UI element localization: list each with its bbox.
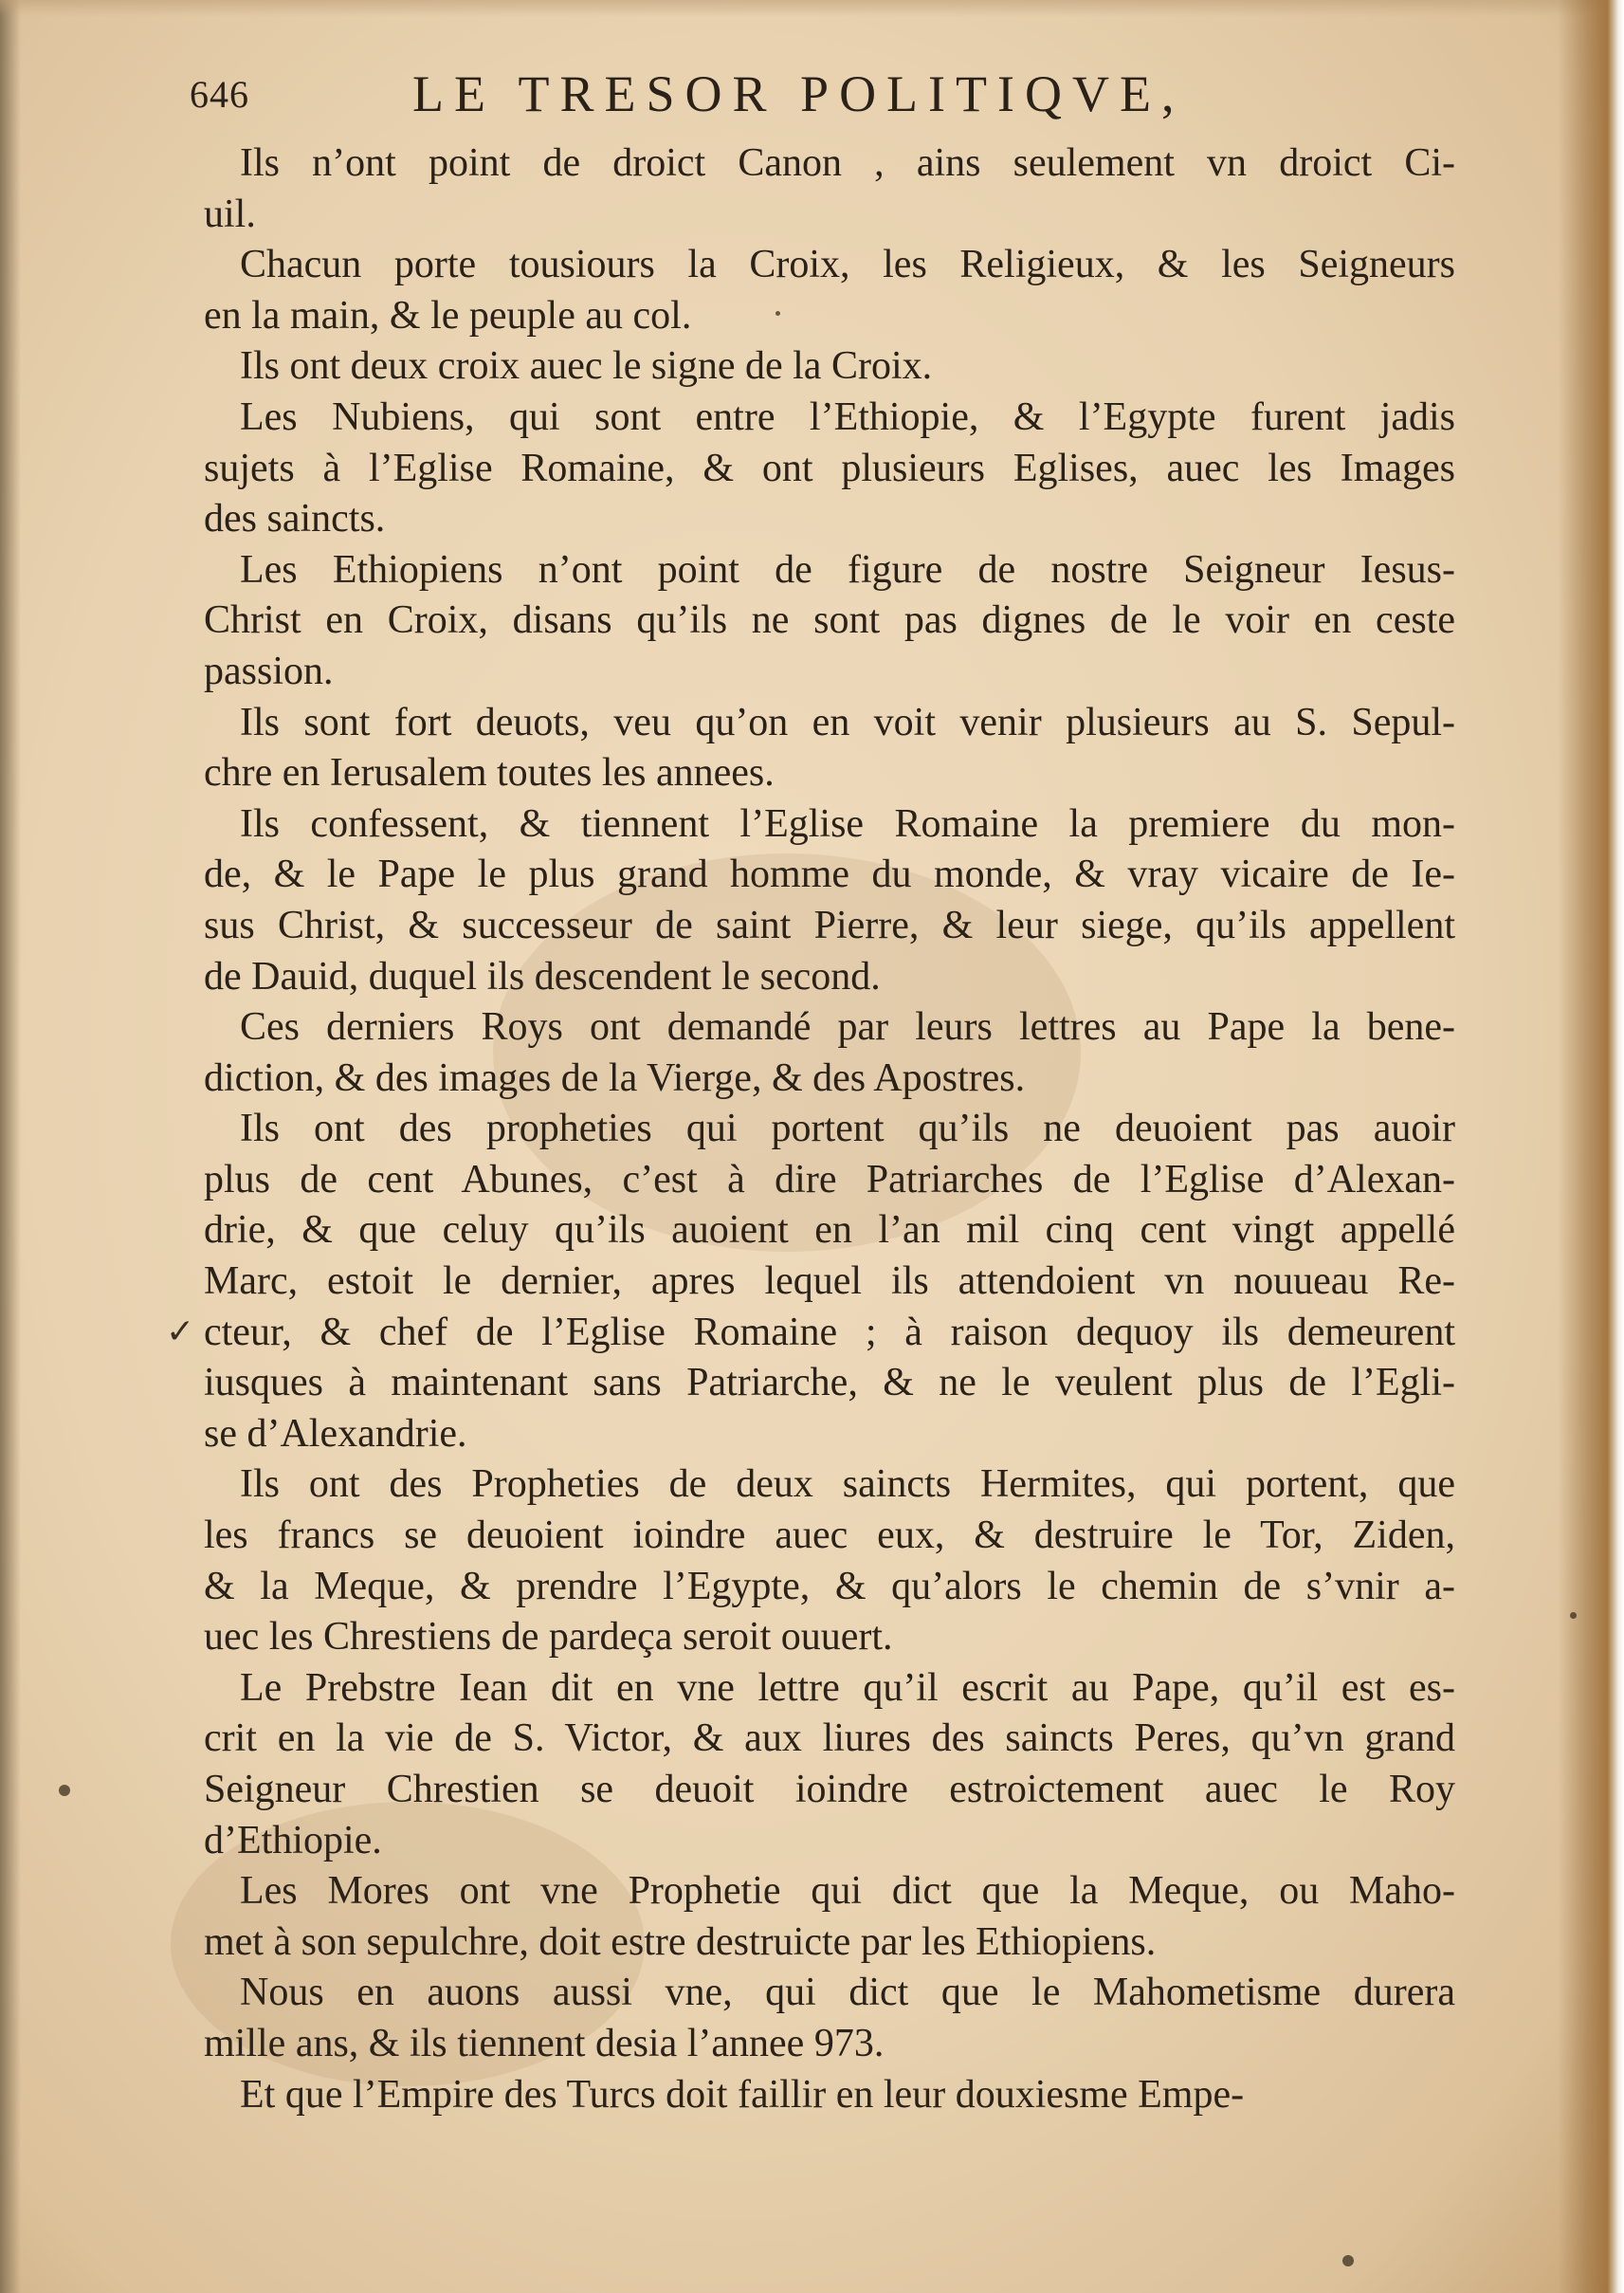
text-line: Ils sont fort deuots, veu qu’on en voit venir plusieurs au S. Sepul- bbox=[240, 700, 1455, 744]
text-line: Le Prebstre Iean dit en vne lettre qu’il escrit au Pape, qu’il est es- bbox=[240, 1665, 1455, 1710]
text-line: uil. bbox=[204, 192, 256, 236]
text-line: Les Ethiopiens n’ont point de figure de nostre Seigneur Iesus- bbox=[240, 547, 1455, 592]
ink-spot bbox=[776, 311, 780, 316]
text-line: Les Nubiens, qui sont entre l’Ethiopie, & l’Egypte furent jadis bbox=[240, 394, 1455, 439]
text-line: drie, & que celuy qu’ils auoient en l’an mil cinq cent vingt appellé bbox=[204, 1208, 1455, 1253]
text-line: Christ en Croix, disans qu’ils ne sont pas dignes de le voir en ceste bbox=[204, 598, 1455, 643]
text-line: Seigneur Chrestien se deuoit ioindre estroictement auec le Roy bbox=[204, 1768, 1455, 1811]
text-line: iusques à maintenant sans Patriarche, & ne le veulent plus de l’Egli- bbox=[204, 1361, 1455, 1405]
ink-spot bbox=[1570, 1612, 1577, 1619]
text-line: Ils ont des propheties qui portent qu’ils ne deuoient pas auoir bbox=[240, 1107, 1455, 1151]
running-header bbox=[190, 64, 1289, 131]
page-top-edge bbox=[0, 0, 1624, 17]
text-line: Ces derniers Roys ont demandé par leurs lettres au Pape la bene- bbox=[240, 1005, 1455, 1050]
text-line: crit en la vie de S. Victor, & aux liures des saincts Peres, qu’vn grand bbox=[204, 1716, 1455, 1761]
text-line: mille ans, & ils tiennent desia l’annee 973. bbox=[204, 2021, 885, 2065]
text-line: Ils ont deux croix auec le signe de la Croix. bbox=[240, 344, 933, 389]
text-line: Et que l’Empire des Turcs doit faillir en leur douxiesme Empe- bbox=[240, 2072, 1245, 2117]
text-line: plus de cent Abunes, c’est à dire Patriarches de l’Eglise d’Alexan- bbox=[204, 1157, 1455, 1202]
text-line: de, & le Pape le plus grand homme du monde, & vray vicaire de Ie- bbox=[204, 853, 1455, 897]
text-line: de Dauid, duquel ils descendent le second. bbox=[204, 954, 881, 999]
text-line: met à son sepulchre, doit estre destruicte par les Ethiopiens. bbox=[204, 1919, 1157, 1964]
text-line: Ils n’ont point de droict Canon , ains seulement vn droict Ci- bbox=[240, 141, 1455, 185]
text-line: sus Christ, & successeur de saint Pierre, & leur siege, qu’ils appellent bbox=[204, 903, 1455, 947]
text-line: des saincts. bbox=[204, 497, 386, 541]
page-torn-right-edge bbox=[1558, 0, 1624, 2293]
text-line: les francs se deuoient ioindre auec eux, & destruire le Tor, Ziden, bbox=[204, 1513, 1455, 1558]
text-line: en la main, & le peuple au col. bbox=[204, 293, 692, 338]
text-line: sujets à l’Eglise Romaine, & ont plusieurs Eglises, auec les Images bbox=[204, 446, 1455, 490]
text-line: diction, & des images de la Vierge, & des Apostres. bbox=[204, 1055, 1026, 1100]
page-number: 646 bbox=[190, 73, 249, 116]
text-line: Nous en auons aussi vne, qui dict que le Mahometisme durera bbox=[240, 1971, 1455, 2015]
text-line: uec les Chrestiens de pardeça seroit ouuert. bbox=[204, 1615, 893, 1660]
text-line: Chacun porte tousiours la Croix, les Religieux, & les Seigneurs bbox=[240, 243, 1455, 287]
text-line: se d’Alexandrie. bbox=[204, 1411, 467, 1456]
main-text bbox=[204, 138, 1455, 2120]
text-line: & la Meque, & prendre l’Egypte, & qu’alors le chemin de s’vnir a- bbox=[204, 1564, 1455, 1608]
ink-spot bbox=[1342, 2255, 1354, 2266]
text-line: Ils ont des Propheties de deux saincts Hermites, qui portent, que bbox=[240, 1462, 1455, 1507]
text-line: passion. bbox=[204, 649, 334, 693]
text-line: cteur, & chef de l’Eglise Romaine ; à raison dequoy ils demeurent bbox=[204, 1310, 1455, 1354]
text-line: Ils confessent, & tiennent l’Eglise Romaine la premiere du mon- bbox=[240, 801, 1455, 846]
text-line: d’Ethiopie. bbox=[204, 1818, 382, 1862]
text-line: Les Mores ont vne Prophetie qui dict que la Meque, ou Maho- bbox=[240, 1869, 1455, 1914]
text-line: chre en Ierusalem toutes les annees. bbox=[204, 751, 775, 796]
running-title: LE TRESOR POLITIQVE, bbox=[412, 65, 1185, 122]
margin-mark: ✓ bbox=[166, 1312, 195, 1350]
text-line: Marc, estoit le dernier, apres lequel ils attendoient vn nouueau Re- bbox=[204, 1259, 1455, 1304]
ink-spot bbox=[59, 1785, 70, 1796]
